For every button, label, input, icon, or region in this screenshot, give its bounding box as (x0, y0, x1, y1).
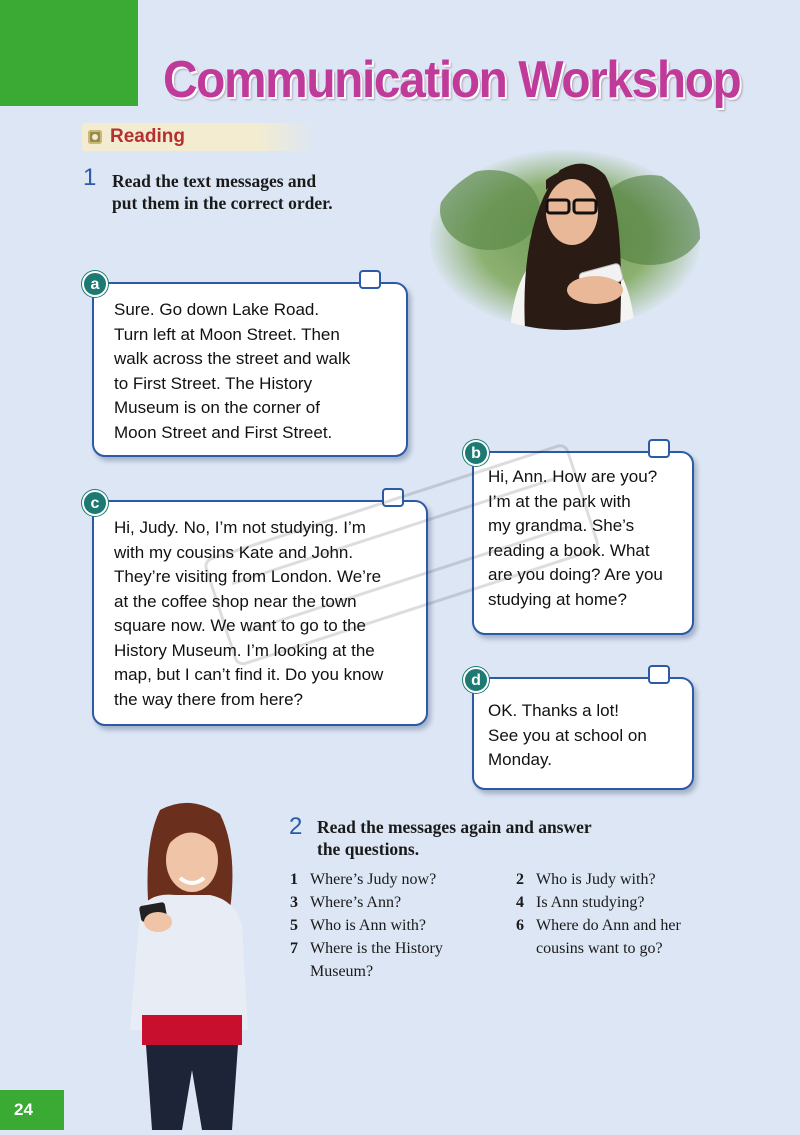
message-c-letter: c (82, 490, 108, 516)
page-title: Communication Workshop (163, 51, 741, 109)
message-d-text: OK. Thanks a lot! See you at school on Monday. (488, 701, 647, 769)
message-c-order-box[interactable] (382, 488, 404, 507)
message-b (472, 451, 694, 635)
page-number-badge (0, 1090, 64, 1130)
photo-girl-with-phone (120, 800, 260, 1130)
message-a (92, 282, 408, 457)
message-a-order-box[interactable] (359, 270, 381, 289)
exercise-2-instruction: Read the messages again and answer the questions. (317, 817, 592, 859)
message-b-order-box[interactable] (648, 439, 670, 458)
exercise-1-instruction: Read the text messages and put them in the correct order. (112, 171, 333, 213)
bullet-icon (88, 130, 102, 144)
page-number: 24 (14, 1100, 33, 1119)
section-label: Reading (110, 126, 185, 147)
message-b-letter: b (463, 440, 489, 466)
message-a-letter: a (82, 271, 108, 297)
message-d-letter: d (463, 667, 489, 693)
section-header (82, 123, 314, 151)
message-a-text: Sure. Go down Lake Road. Turn left at Moon Street. Then walk across the street and walk to First Street. The History Museum is on the corner of Moon Street and First Street. (114, 300, 351, 442)
message-c-text: Hi, Judy. No, I’m not studying. I’m with my cousins Kate and John. They’re visiting from London. We’re at the coffee shop near the town square now. We want to go to the History Museum. I’m looking at the map, but I can’t find it. Do you know the way there from here? (114, 518, 384, 709)
exercise-1-number: 1 (83, 164, 97, 191)
message-b-text: Hi, Ann. How are you? I’m at the park with my grandma. She’s reading a book. What are you doing? Are you studying at home? (488, 467, 663, 609)
corner-tab (0, 0, 138, 106)
message-c (92, 500, 428, 726)
message-d (472, 677, 694, 790)
message-d-order-box[interactable] (648, 665, 670, 684)
exercise-2-number: 2 (289, 813, 303, 840)
photo-girl-texting (430, 150, 700, 330)
